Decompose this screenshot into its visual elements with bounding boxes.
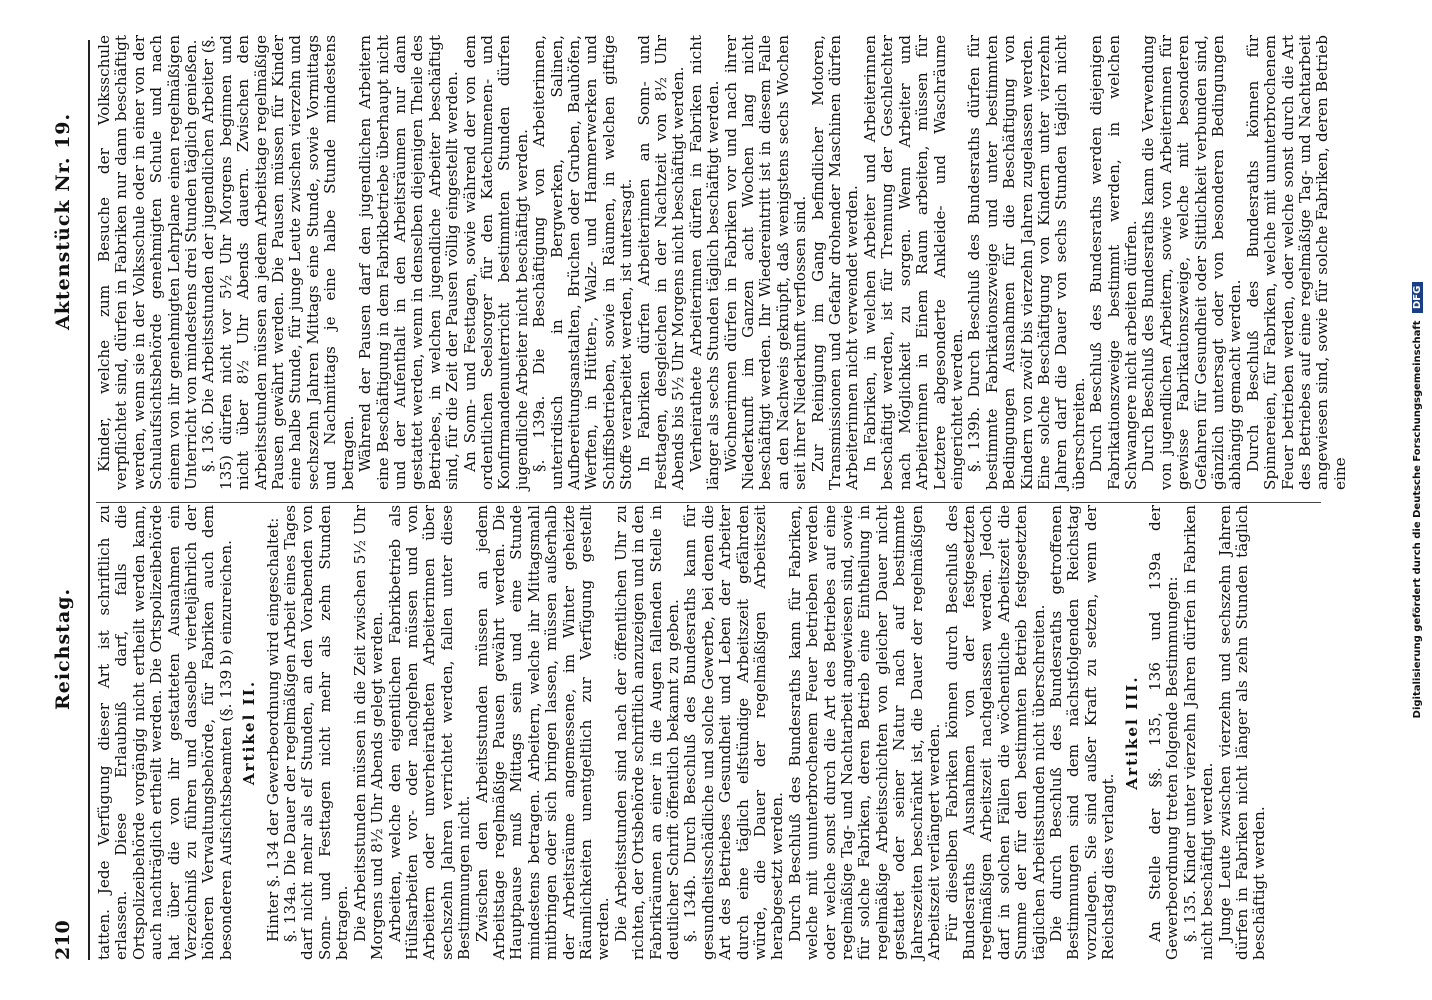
paragraph: Durch Beschluß des Bundesraths kann für Fabriken, welche mit ununterbrochenem Feuer betrieben werden oder welche sonst durch die Art des Betriebes auf eine regelmäßige Tag- und Nachtarbeit angewiesen sind, sowie für solche Fabriken, deren Betrieb eine Eintheilung in regelmäßige Arbeitsschichten von gleicher Dauer nicht gestattet oder seiner Natur nach auf bestimmte Jahreszeiten beschränkt ist, die Dauer der regelmäßigen Arbeitszeit verlängert werden. [785, 505, 944, 960]
paragraph: Durch Beschluß des Bundesraths kann die Verwendung von jugendlichen Arbeitern, sowie von Arbeiterinnen für gewisse Fabrikationszweige, welche mit besonderen Gefahren für Gesundheit oder Sittlichkeit verbunden sind, gänzlich untersagt oder von besonderen Bedingungen abhängig gemacht werden. [1139, 35, 1245, 490]
header-rule [88, 40, 90, 960]
paragraph: Wöchnerinnen dürfen in Fabriken vor und nach ihrer Niederkunft im Ganzen acht Wochen lang nicht beschäftigt werden. Ihr Wiedereintritt ist in diesem Falle an den Nachweis geknüpft, daß wenigstens sechs Wochen seit ihrer Niederkunft verflossen sind. [721, 35, 810, 490]
paragraph: Durch Beschluß des Bundesraths werden diejenigen Fabrikationszweige bestimmt werden, in welchen Schwangere nicht arbeiten dürfen. [1087, 35, 1140, 490]
column-divider [96, 502, 1321, 503]
paragraph: Zur Reinigung im Gang befindlicher Motoren, Transmissionen und Gefahr drohender Maschinen dürfen Arbeiterinnen nicht verwendet werden. [808, 35, 862, 490]
header-left-title: Reichstag. [52, 587, 74, 710]
left-column [96, 505, 1321, 960]
paragraph: Verheirathete Arbeiterinnen dürfen in Fabriken nicht länger als sechs Stunden täglich beschäftigt werden. [686, 35, 723, 490]
paragraph: Kinder, welche zum Besuche der Volksschule verpflichtet sind, dürfen in Fabriken nur dann beschäftigt werden, wenn sie in der Volksschule oder in einer von der Schulaufsichtsbehörde genehmigten Schule und nach einem von ihr genehmigten Lehrplane einen regelmäßigen Unterricht von mindestens drei Stunden täglich genießen. [95, 35, 201, 490]
paragraph: Während der Pausen darf den jugendlichen Arbeitern eine Beschäftigung in dem Fabrikbetriebe überhaupt nicht und der Aufenthalt in den Arbeitsräumen nur dann gestattet werden, wenn in denselben diejenigen Theile des Betriebes, in welchen jugendliche Arbeiter beschäftigt sind, für die Zeit der Pausen völlig eingestellt werden. [356, 35, 462, 490]
paragraph: §. 139a. Die Beschäftigung von Arbeiterinnen, unterirdisch in Bergwerken, Salinen, Aufbereitungsanstalten, Brüchen oder Gruben, Bauhöfen, Werften, in Hütten-, Walz- und Hammerwerken und Schiffsbetrieben, sowie in Räumen, in welchen giftige Stoffe verarbeitet werden, ist untersagt. [530, 35, 636, 490]
paragraph: Die durch Beschluß des Bundesraths getroffenen Bestimmungen sind dem nächstfolgenden Reichstag vorzulegen. Sie sind außer Kraft zu setzen, wenn der Reichstag dies verlangt. [1046, 505, 1118, 960]
dfg-logo: DFG [1412, 282, 1423, 313]
page-header [44, 30, 84, 960]
paragraph: §. 135. Kinder unter vierzehn Jahren dürfen in Fabriken nicht beschäftigt werden. [1180, 505, 1217, 960]
header-right-title: Aktenstück Nr. 19. [52, 112, 74, 330]
footer-text: Digitalisierung gefördert durch die Deutsche Forschungsgemeinschaft [1412, 320, 1423, 719]
paragraph: §. 136. Die Arbeitsstunden der jugendlichen Arbeiter (§. 135) dürfen nicht vor 5½ Uhr Morgens beginnen und nicht über 8½ Uhr Abends dauern. Zwischen den Arbeitsstunden müssen an jedem Arbeitstage regelmäßige Pausen gewährt werden. Die Pausen müssen für Kinder eine halbe Stunde, für junge Leute zwischen vierzehn und sechszehn Jahren Mittags eine Stunde, sowie Vormittags und Nachmittags je eine halbe Stunde mindestens betragen. [199, 35, 357, 490]
paragraph: Hinter §. 134 der Gewerbeordnung wird eingeschaltet: [263, 517, 282, 942]
article-heading: Artikel II. [240, 679, 259, 786]
right-column [95, 35, 1349, 490]
paragraph: An Stelle der §§. 135, 136 und 139a der Gewerbeordnung treten folgende Bestimmungen: [1145, 505, 1182, 960]
paragraph: §. 139b. Durch Beschluß des Bundesraths dürfen für bestimmte Fabrikationszweige und unter bestimmten Bedingungen Ausnahmen für die Beschäftigung von Kindern von zwölf bis vierzehn Jahren zugelassen werden. Eine solche Beschäftigung von Kindern unter vierzehn Jahren darf die Dauer von sechs Stunden täglich nicht überschreiten. [965, 35, 1088, 490]
article-heading: Artikel III. [1122, 675, 1141, 790]
paragraph: In Fabriken dürfen Arbeiterinnen an Sonn- und Festtagen, desgleichen in der Nachtzeit von 8½ Uhr Abends bis 5½ Uhr Morgens nicht beschäftigt werden. [634, 35, 688, 490]
paragraph: An Sonn- und Festtagen, sowie während der von dem ordentlichen Seelsorger für den Katechumenen- und Konfirmandenunterricht bestimmten Stunden dürfen jugendliche Arbeiter nicht beschäftigt werden. [460, 35, 531, 490]
paragraph: Für dieselben Fabriken können durch Beschluß des Bundesraths Ausnahmen von der festgesetzten regelmäßigen Arbeitszeit nachgelassen werden. Jedoch darf in solchen Fällen die wöchentliche Arbeitszeit die Summe der für den bestimmten Betrieb festgesetzten täglichen Arbeitsstunden nicht überschreiten. [942, 505, 1048, 960]
paragraph: Die Arbeitsstunden sind nach der öffentlichen Uhr zu richten, der Ortsbehörde schriftlich anzuzeigen und in den Fabrikräumen an einer in die Augen fallenden Stelle in deutlicher Schrift öffentlich bekannt zu geben. [611, 505, 682, 960]
paragraph: Zwischen den Arbeitsstunden müssen an jedem Arbeitstage regelmäßige Pausen gewährt werden. Die Hauptpause muß Mittags sein und eine Stunde mindestens betragen. Arbeitern, welche ihr Mittagsmahl mitbringen oder sich bringen lassen, müssen außerhalb der Arbeitsräume angemessene, im Winter geheizte Räumlichkeiten unentgeltlich zur Verfügung gestellt werden. [472, 505, 613, 960]
paragraph: tatten. Jede Verfügung dieser Art ist schriftlich zu erlassen. Diese Erlaubniß darf, falls die Ortspolizeibehörde vorgängig nicht ertheilt werden kann, auch nachträglich ertheilt werden. Die Ortspolizeibehörde hat über die von ihr gestatteten Ausnahmen ein Verzeichniß zu führen und dasselbe vierteljährlich der höheren Verwaltungsbehörde, für Fabriken auch dem besonderen Aufsichtsbeamten (§. 139 b) einzureichen. [95, 505, 235, 960]
page-number: 210 [52, 920, 74, 960]
paragraph: In Fabriken, in welchen Arbeiter und Arbeiterinnen beschäftigt werden, ist für Trennung der Geschlechter nach Möglichkeit zu sorgen. Wenn Arbeiter und Arbeiterinnen in Einem Raum arbeiten, müssen für Letztere abgesonderte Ankleide- und Waschräume eingerichtet werden. [860, 35, 966, 490]
paragraph: §. 134b. Durch Beschluß des Bundesraths kann für gesundheitsschädliche und solche Gewerbe, bei denen die Art des Betriebes Gesundheit und Leben der Arbeiter durch eine täglich elfstündige Arbeitszeit gefährden würde, die Dauer der regelmäßigen Arbeitszeit herabgesetzt werden. [681, 505, 787, 960]
paragraph: Durch Beschluß des Bundesraths können für Spinnereien, für Fabriken, welche mit ununterbrochenem Feuer betrieben werden, oder welche sonst durch die Art des Betriebes auf eine regelmäßige Tag- und Nachtarbeit angewiesen sind, sowie für solche Fabriken, deren Betrieb eine [1243, 35, 1349, 490]
paragraph: §. 134a. Die Dauer der regelmäßigen Arbeit eines Tages darf nicht mehr als elf Stunden, an den Vorabenden von Sonn- und Festtagen nicht mehr als zehn Stunden betragen. [281, 505, 352, 960]
paragraph: Junge Leute zwischen vierzehn und sechszehn Jahren dürfen in Fabriken nicht länger als zehn Stunden täglich beschäftigt werden. [1215, 505, 1269, 960]
paragraph: Arbeiten, welche den eigentlichen Fabrikbetrieb als Hülfsarbeiten vor- oder nachgehen müssen und von Arbeitern oder unverheiratheten Arbeiterinnen über sechszehn Jahren verrichtet werden, fallen unter diese Bestimmungen nicht. [385, 505, 474, 960]
paragraph: Die Arbeitsstunden müssen in die Zeit zwischen 5½ Uhr Morgens und 8½ Uhr Abends gelegt werden. [350, 505, 387, 960]
digitization-footer [1412, 0, 1423, 1000]
